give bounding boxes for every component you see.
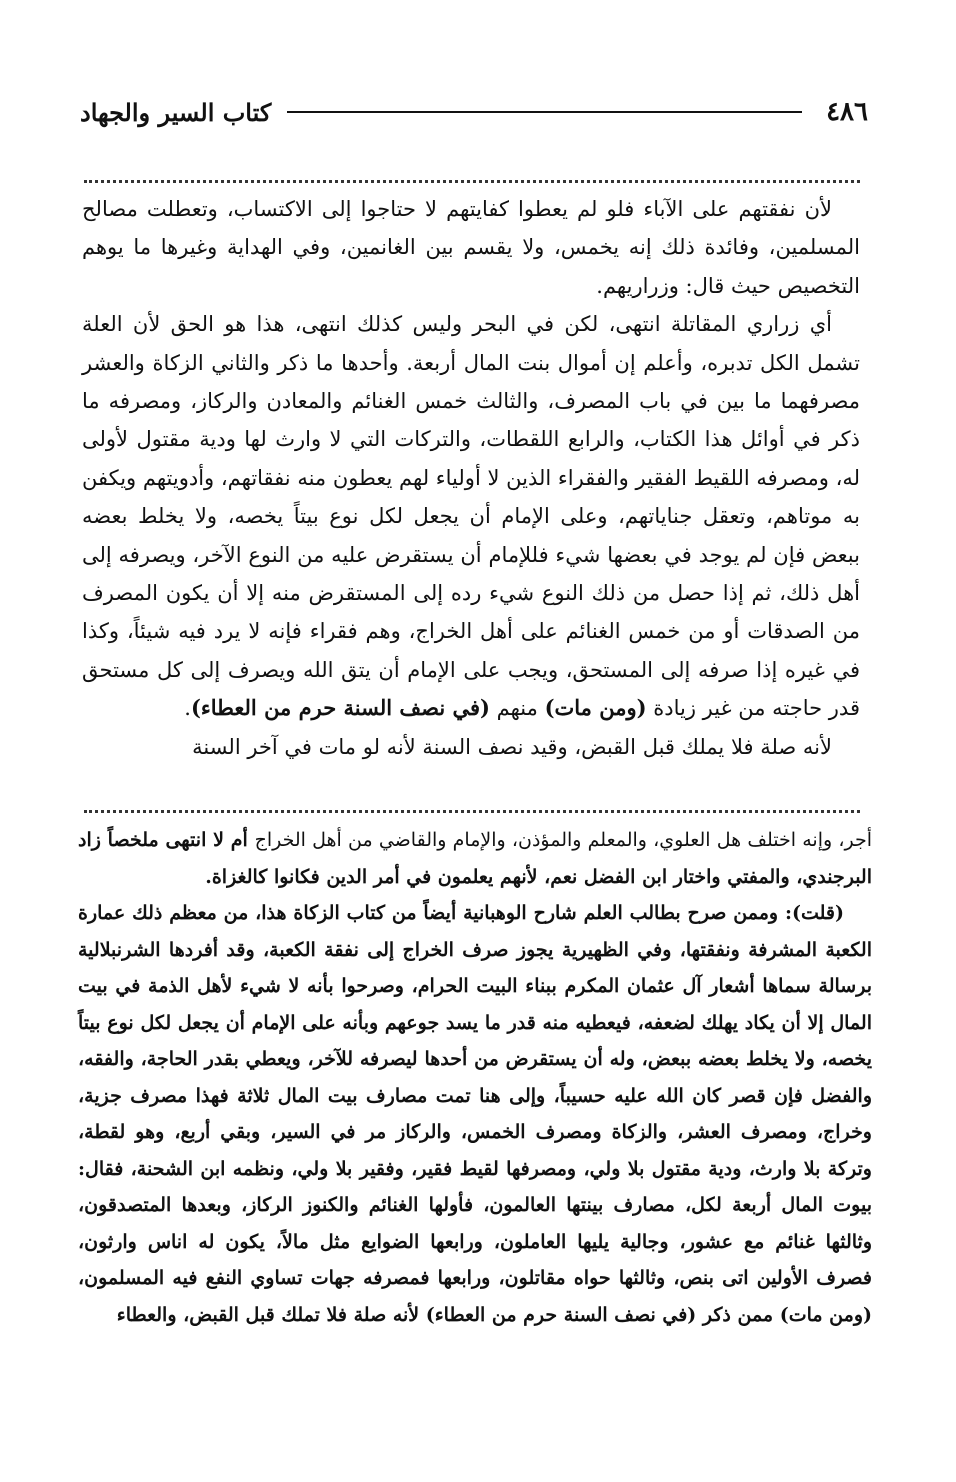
page-number: ٤٨٦	[826, 97, 868, 127]
main-paragraph	[82, 190, 860, 305]
top-dotted-separator	[84, 180, 860, 183]
commentary-block	[78, 822, 872, 1333]
main-paragraph	[82, 728, 860, 766]
commentary-paragraph	[78, 895, 872, 1333]
commentary-lead: (قلت):	[784, 902, 844, 924]
book-title: كتاب السير والجهاد	[80, 97, 272, 127]
commentary-text: أم لا انتهى ملخصاً زاد البرجندي، والمفتي واختار ابن الفضل نعم، لأنهم يعلمون في أمر الدين فكانوا كالغزاة.	[78, 829, 872, 888]
paragraph-text: أي زراري المقاتلة انتهى، لكن في البحر وليس كذلك انتهى، هذا هو الحق لأن العلة تشمل الكل تدبره، وأعلم إن أموال بنت المال أربعة. وأحدها ما ذكر والثاني الزكاة والعشر مصرفهما ما بين في باب المصرف، والثالث خمس الغنائم والمعادن والركاز، ومصرفه ما ذكر في أوائل هذا الكتاب، والرابع اللقطات، والتركات التي لا وارث لها ودية مقتول لأولى له، ومصرفه اللقيط الفقير والفقراء الذين لا أولياء لهم يعطون منه نفقاتهم، وأدويتهم ويكفن به موتاهم، وتعقل جناياتهم، وعلى الإمام أن يجعل لكل نوع بيتاً يخصه، ولا يخلط بعضه ببعض فإن لم يوجد في بعضها شيء فللإمام أن يستقرض عليه من النوع الآخر، ويصرفه إلى أهل ذلك، ثم إذا حصل من ذلك النوع شيء رده إلى المستقرض منه إلا أن يكون المصرف من الصدقات أو من خمس الغنائم على أهل الخراج، وهم فقراء فإنه لا يرد فيه شيئاً، وكذا في غيره إذا صرفه إلى المستحق، ويجب على الإمام أن يتق الله ويصرف إلى كل مستحق قدر حاجته من غير زيادة	[82, 312, 860, 721]
paragraph-text: لأن نفقتهم على الآباء فلو لم يعطوا كفايتهم لا حتاجوا إلى الاكتساب، وتعطلت مصالح المسلمين، وفائدة ذلك إنه يخمس، ولا يقسم بين الغانمين، وفي الهداية وغيرها ما يوهم التخصيص حيث قال: وزراريهم.	[82, 197, 860, 298]
paragraph-text: .	[184, 696, 191, 721]
paragraph-text: منهم	[496, 696, 538, 721]
middle-dotted-separator	[84, 810, 860, 813]
commentary-text: أجر، وإنه اختلف هل العلوي، والمعلم والمؤذن، والإمام والقاضي من أهل الخراج	[254, 829, 872, 851]
running-header	[80, 92, 868, 132]
main-text-block	[82, 190, 860, 766]
commentary-text: وممن صرح بطالب العلم شارح الوهبانية أيضاً من كتاب الزكاة هذا، من معظم ذلك عمارة الكعبة المشرفة ونفقتها، وفي الظهيرية يجوز صرف الخراج إلى نفقة الكعبة، وقد أفردها الشرنبلالية برسالة سماها أشعار آل عثمان المكرم ببناء البيت الحرام، وصرحوا بأنه لا شيء لأهل الذمة في بيت المال إلا أن يكاد يهلك لضعفه، فيعطيه منه قدر ما يسد جوعهم وبأنه على الإمام أن يجعل لكل نوع بيتاً يخصه، ولا يخلط بعضه ببعض، وله أن يستقرض من أحدها ليصرفه للآخر، ويعطي بقدر الحاجة، والفقه، والفضل فإن قصر كان الله عليه حسيباً، وإلى هنا تمت مصارف بيت المال ثلاثة فهذا مصرف جزية، وخراج، ومصرف العشر، والزكاة ومصرف الخمس، والركاز مر في السير، وبقي أربع، وهو لقطة، وتركة بلا وارث، ودية مقتول بلا ولي، ومصرفها لقيط فقير، وفقير بلا ولي، ونظمه ابن الشحنة، فقال: بيوت المال أربعة لكل، مصارف بينتها العالمون، فأولها الغنائم والكنوز الركاز، وبعدها المتصدقون، وثالثها غنائم مع عشور، وجالية يليها العاملون، ورابعها الضوايع مثل مالاً، يكون له اناس وارثون، فصرف الأولين اتى بنص، وثالثها حواه مقاتلون، ورابعها فمصرفه جهات تساوي النفع فيه المسلمون، (ومن مات) ممن ذكر (في نصف السنة حرم من العطاء) لأنه صلة فلا تملك قبل القبض، والعطاء	[78, 902, 872, 1326]
matn-quote: (في نصف السنة حرم من العطاء)	[190, 695, 490, 721]
header-rule	[287, 111, 802, 113]
commentary-paragraph	[78, 822, 872, 895]
matn-quote: (ومن مات)	[544, 695, 647, 721]
paragraph-text: لأنه صلة فلا يملك قبل القبض، وقيد نصف السنة لأنه لو مات في آخر السنة	[192, 734, 832, 759]
main-paragraph	[82, 305, 860, 727]
